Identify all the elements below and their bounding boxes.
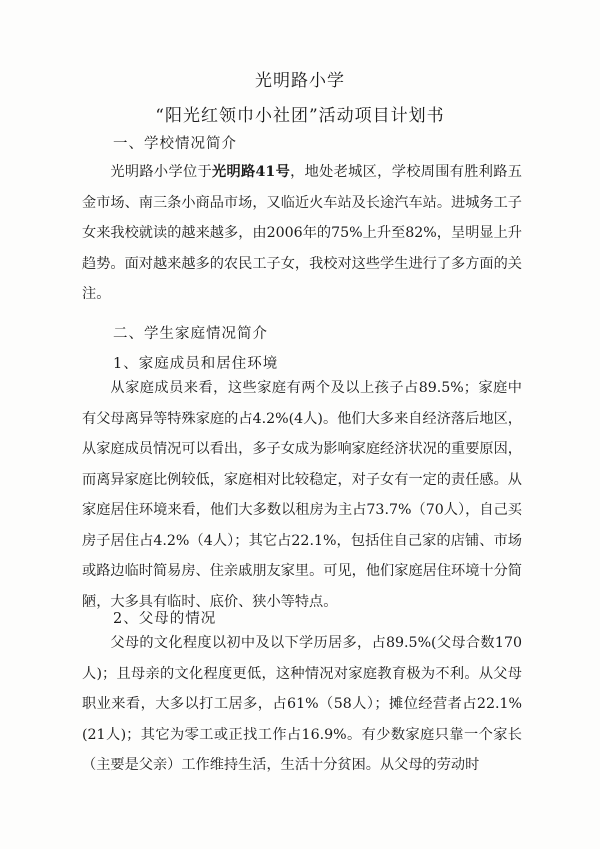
section-1-body [82, 157, 522, 310]
subsection-2-heading: 2、父母的情况 [113, 611, 217, 627]
subsection-1-body [82, 373, 522, 617]
subsection-2-body [82, 628, 522, 781]
school-title: 光明路小学 [255, 71, 345, 91]
section-1-text-c: ，地处老城区，学校周围有胜利路五金市场、南三条小商品市场，又临近火车站及长途汽车站。进城务工子女来我校就读的越来越多，由2006年的75%上升至82%，呈明显上升趋势。面对越来越多的农民工子女，我校对这些学生进行了多方面的关注。 [82, 164, 522, 302]
subsection-1-paragraph: 从家庭成员来看，这些家庭有两个及以上孩子占89.5%；家庭中有父母离异等特殊家庭的占4.2%(4人)。他们大多来自经济落后地区，从家庭成员情况可以看出，多子女成为影响家庭经济状况的重要原因，而离异家庭比例较低，家庭相对比较稳定，对子女有一定的责任感。从家庭居住环境来看，他们大多数以租房为主占73.7%（70人），自己买房子居住占4.2%（4人）；其它占22.1%，包括住自己家的店铺、市场或路边临时简易房、住亲戚朋友家里。可见，他们家庭居住环境十分简陋，大多具有临时、底价、狭小等特点。 [82, 380, 522, 610]
subsection-1-heading: 1、家庭成员和居住环境 [113, 356, 279, 372]
school-address: 光明路41号 [211, 164, 291, 180]
section-1-paragraph [82, 157, 522, 310]
subsection-2-paragraph: 父母的文化程度以初中及以下学历居多，占89.5%(父母合数170人)；且母亲的文化程度更低，这种情况对家庭教育极为不利。从父母职业来看，大多以打工居多，占61%（58人）；摊位经营者占22.1%(21人)；其它为零工或正找工作占16.9%。有少数家庭只靠一个家长（主要是父亲）工作维持生活，生活十分贫困。从父母的劳动时 [82, 635, 522, 773]
plan-title: “阳光红领巾小社团”活动项目计划书 [155, 106, 445, 126]
section-1-heading: 一、学校情况简介 [113, 136, 237, 152]
section-2-heading: 二、学生家庭情况简介 [113, 326, 268, 342]
section-1-text-a: 光明路小学位于 [110, 164, 212, 180]
